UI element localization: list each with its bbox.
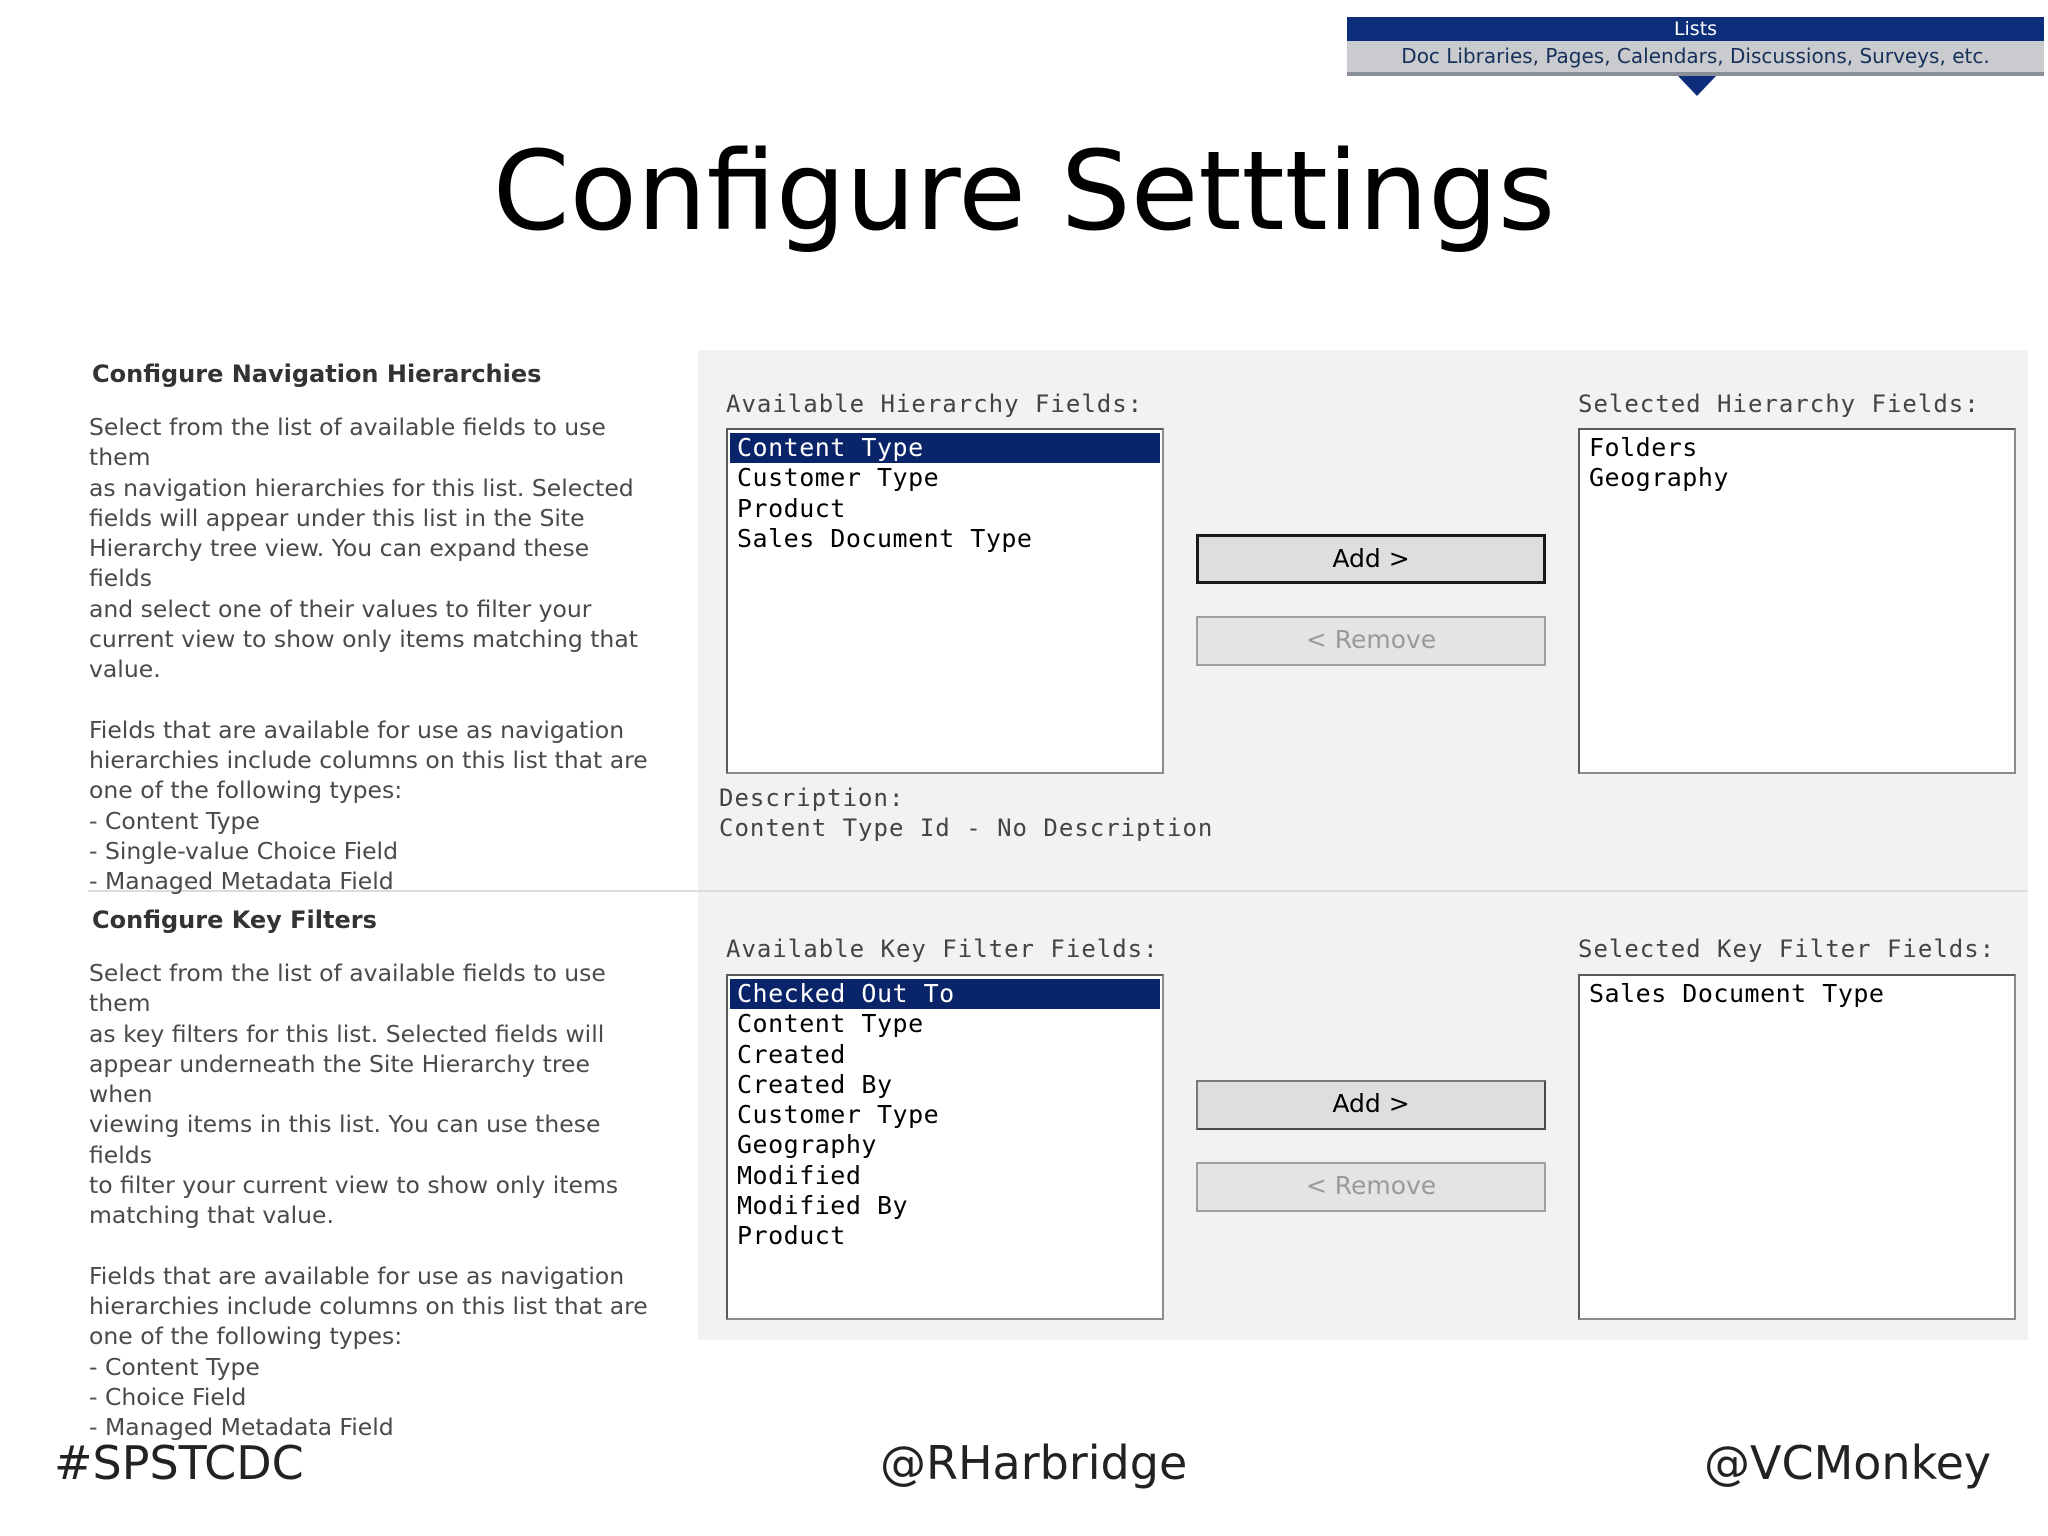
description-value: Content Type Id - No Description [719,814,1214,842]
description-line: fields will appear under this list in the Site [89,503,585,532]
list-option[interactable]: Modified By [737,1191,909,1221]
description-line: as navigation hierarchies for this list. Selected [89,473,634,502]
description-line: Fields that are available for use as navigation [89,1261,625,1290]
list-option[interactable]: Created By [737,1069,893,1099]
nav-hierarchies-description [89,412,649,896]
selected-hierarchy-label: Selected Hierarchy Fields: [1578,390,1980,418]
key-filters-description [89,958,649,1442]
description-line: Select from the list of available fields to use them [89,959,606,1018]
description-line: - Choice Field [89,1382,247,1411]
settings-screenshot [0,350,2048,1442]
description-line: Fields that are available for use as navigation [89,715,625,744]
available-hierarchy-label: Available Hierarchy Fields: [726,390,1144,418]
footer-handle-right: @VCMonkey [1704,1436,1992,1490]
list-option[interactable]: Created [737,1039,846,1069]
add-hierarchy-button[interactable]: Add > [1196,534,1546,584]
description-line: and select one of their values to filter your [89,594,592,623]
description-line: - Managed Metadata Field [89,867,394,896]
footer-handle-center: @RHarbridge [880,1436,1188,1490]
add-key-filter-button[interactable]: Add > [1196,1080,1546,1130]
list-option[interactable]: Modified [737,1160,862,1190]
description-line: Hierarchy tree view. You can expand these fields [89,534,590,593]
list-option[interactable]: Content Type [737,1009,924,1039]
description-line: viewing items in this list. You can use these fields [89,1110,601,1169]
selected-hierarchy-listbox[interactable] [1578,428,2016,774]
list-option[interactable]: Geography [1589,463,1729,493]
description-line: as key filters for this list. Selected fields will [89,1019,605,1048]
description-line: - Managed Metadata Field [89,1413,394,1442]
selected-key-filter-listbox[interactable] [1578,974,2016,1320]
down-arrow-icon [1678,76,1716,96]
nav-description-paragraph-2 [89,715,649,897]
description-line: current view to show only items matching that [89,625,638,654]
description-line: - Content Type [89,1352,260,1381]
list-option[interactable]: Product [737,493,846,523]
description-line: - Content Type [89,806,260,835]
description-line: appear underneath the Site Hierarchy tree when [89,1049,590,1109]
list-option[interactable]: Customer Type [737,1100,940,1130]
description-line: value. [89,655,161,684]
kf-description-paragraph-1 [89,958,649,1231]
slide-title: Configure Setttings [492,127,1556,255]
description-line: matching that value. [89,1201,334,1230]
description-line: hierarchies include columns on this list that are [89,745,648,774]
selected-key-filter-label: Selected Key Filter Fields: [1578,935,1996,963]
list-option[interactable]: Content Type [730,433,1160,463]
list-option[interactable]: Checked Out To [730,979,1160,1009]
available-key-filter-listbox[interactable] [726,974,1164,1320]
description-label: Description: [719,784,905,812]
description-line: one of the following types: [89,776,403,805]
list-option[interactable]: Product [737,1221,846,1251]
available-hierarchy-listbox[interactable] [726,428,1164,774]
kf-description-paragraph-2 [89,1261,649,1443]
nav-hierarchies-heading: Configure Navigation Hierarchies [92,360,542,388]
remove-key-filter-button[interactable]: < Remove [1196,1162,1546,1212]
lists-banner [1347,17,2044,77]
description-line: hierarchies include columns on this list that are [89,1291,648,1320]
list-option[interactable]: Geography [737,1130,877,1160]
footer-hashtag: #SPSTCDC [54,1436,304,1490]
banner-bottom-label: Doc Libraries, Pages, Calendars, Discussions, Surveys, etc. [1347,41,2044,76]
key-filters-heading: Configure Key Filters [92,906,377,934]
description-line: - Single-value Choice Field [89,836,398,865]
remove-hierarchy-button[interactable]: < Remove [1196,616,1546,666]
available-key-filter-label: Available Key Filter Fields: [726,935,1159,963]
description-line: to filter your current view to show only items [89,1171,619,1200]
description-line: Select from the list of available fields to use them [89,413,606,472]
nav-description-paragraph-1 [89,412,649,685]
list-option[interactable]: Folders [1589,433,1698,462]
description-line: one of the following types: [89,1322,403,1351]
list-option[interactable]: Sales Document Type [1589,979,1885,1008]
list-option[interactable]: Customer Type [737,463,940,493]
list-option[interactable]: Sales Document Type [737,523,1033,553]
banner-top-label: Lists [1347,17,2044,41]
